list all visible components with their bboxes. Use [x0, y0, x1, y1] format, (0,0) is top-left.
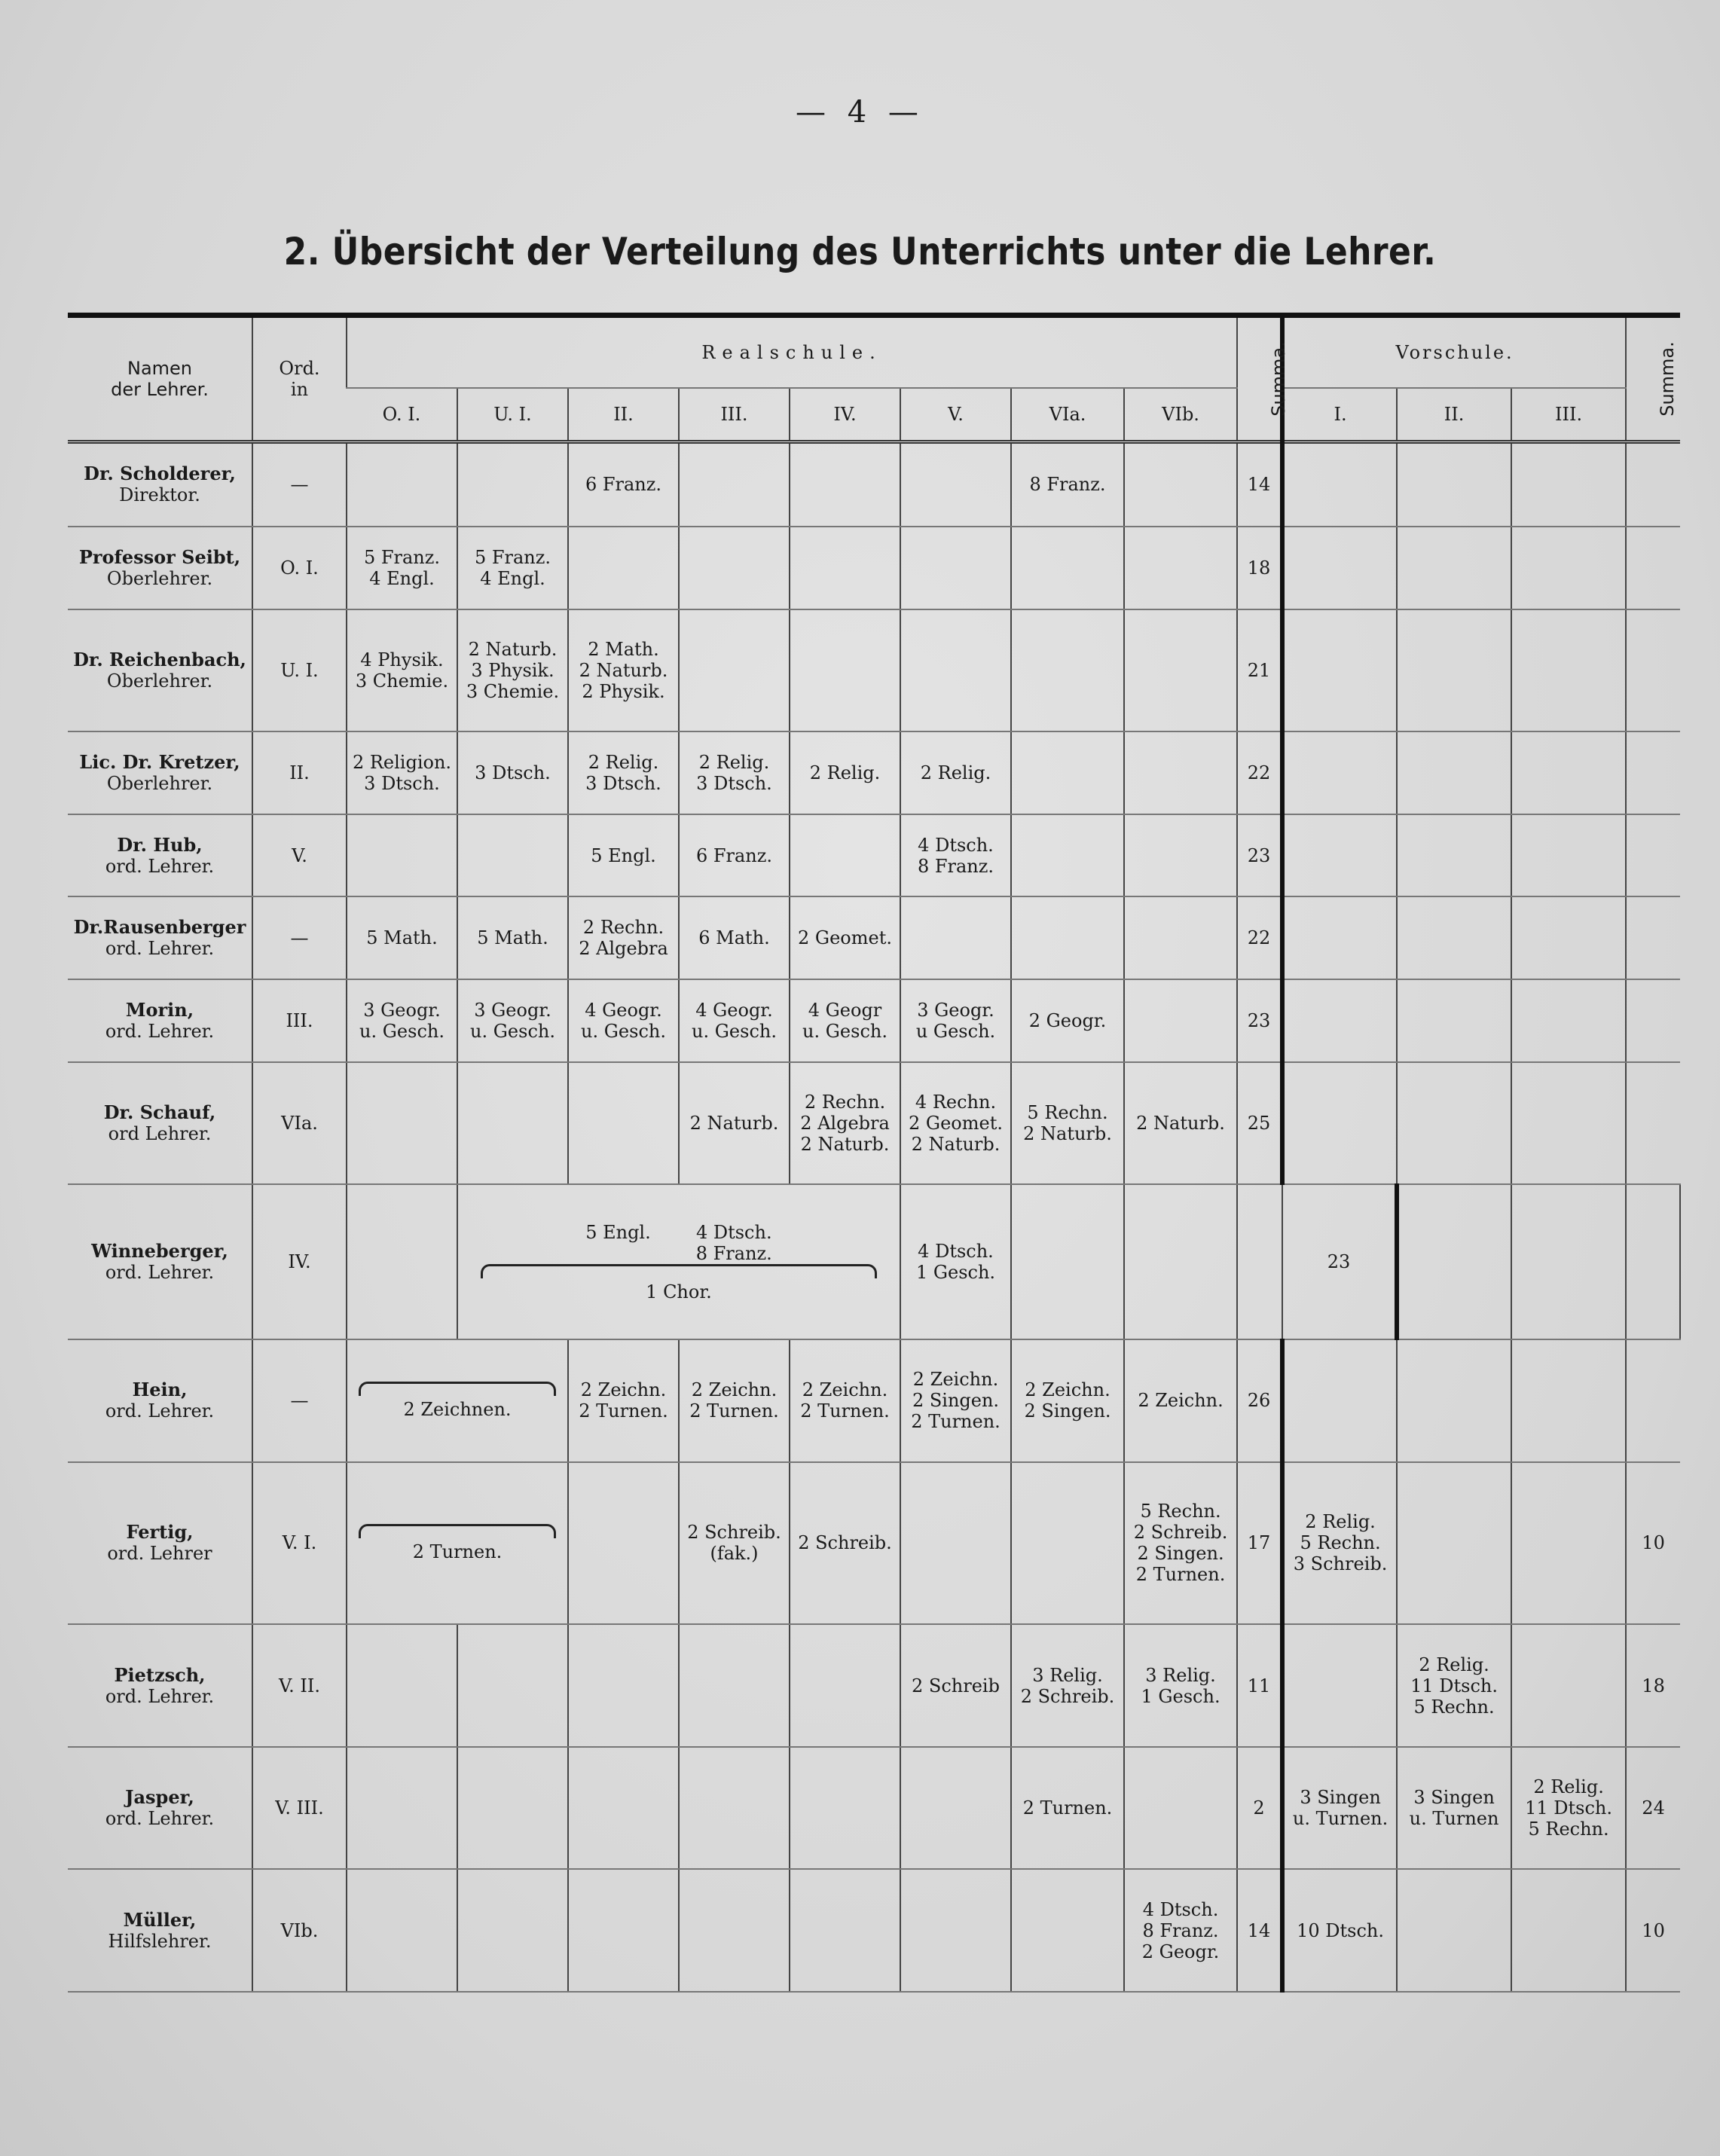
table-row: [68, 1747, 1680, 1870]
vorschule-lesson-cell: [1511, 1624, 1626, 1747]
table-body: [68, 442, 1680, 1993]
vorschule-lesson-cell: [1511, 1462, 1626, 1624]
page-number: — 4 —: [796, 95, 924, 130]
lesson-cell: [900, 442, 1011, 527]
vorschule-lesson-cell: [1397, 442, 1511, 527]
table-row: [68, 1339, 1680, 1462]
lesson-cell: 5 Rechn. 2 Schreib. 2 Singen. 2 Turnen.: [1124, 1462, 1237, 1624]
lesson-cell: [457, 1062, 568, 1185]
teacher-cell: [68, 609, 252, 732]
vorschule-lesson-cell: [1511, 1062, 1626, 1185]
vorschule-lesson-cell: 2 Relig. 5 Rechn. 3 Schreib.: [1282, 1462, 1397, 1624]
braced-lesson: 1 Chor.: [646, 1281, 712, 1302]
lesson-cell: 2 Schreib. (fak.): [679, 1462, 790, 1624]
teacher-role: ord. Lehrer.: [105, 1808, 215, 1830]
lesson-cell: [790, 1869, 900, 1992]
lesson-cell: 2 Math. 2 Naturb. 2 Physik.: [568, 609, 679, 732]
lesson-text: 2 Relig.: [920, 762, 991, 783]
ord-cell: VIa.: [252, 1062, 347, 1185]
class-header: VIb.: [1124, 388, 1237, 442]
lesson-cell: [457, 1747, 568, 1870]
lesson-cell: 2 Geomet.: [790, 896, 900, 979]
vorschule-lesson-cell: [1397, 527, 1511, 609]
lesson-cell: [900, 527, 1011, 609]
lesson-cell: 2 Zeichn. 2 Turnen.: [679, 1339, 790, 1462]
lesson-cell: 4 Geogr. u. Gesch.: [679, 979, 790, 1062]
lesson-cell: [568, 1747, 679, 1870]
ord-cell: V. II.: [252, 1624, 347, 1747]
class-header: VIa.: [1011, 388, 1124, 442]
summa-label: Summa.: [1267, 341, 1289, 417]
ord-cell: V. III.: [252, 1747, 347, 1870]
lesson-text: 2 Relig. 3 Dtsch.: [696, 751, 772, 794]
vorschule-lesson-cell: [1397, 896, 1511, 979]
lesson-cell: [568, 1462, 679, 1624]
teacher-role: ord. Lehrer.: [105, 855, 215, 877]
lesson-cell: [1011, 1462, 1124, 1624]
vorschule-lesson-cell: [1282, 1339, 1397, 1462]
vorschule-lesson-cell: [1397, 1339, 1511, 1462]
vorschule-lesson-cell: 2 Relig. 11 Dtsch. 5 Rechn.: [1511, 1747, 1626, 1870]
teacher-cell: [68, 527, 252, 609]
vorschule-class-header: I.: [1282, 388, 1397, 442]
realschule-sum-cell: 23: [1237, 979, 1282, 1062]
lesson-cell: [1011, 896, 1124, 979]
lesson-cell: 4 Geogr. u. Gesch.: [568, 979, 679, 1062]
ord-cell: V. I.: [252, 1462, 347, 1624]
lesson-cell: [347, 731, 457, 814]
vorschule-sum-cell: [1626, 814, 1680, 897]
lesson-cell: [790, 814, 900, 897]
teacher-name: Lic. Dr. Kretzer,: [79, 750, 240, 773]
teacher-name: Müller,: [123, 1908, 197, 1931]
ord-cell: IV.: [252, 1184, 347, 1339]
lesson-cell: 3 Geogr. u. Gesch.: [347, 979, 457, 1062]
realschule-sum-cell: 23: [1237, 814, 1282, 897]
teacher-name: Winneberger,: [91, 1240, 228, 1263]
lesson-cell: 4 Rechn. 2 Geomet. 2 Naturb.: [900, 1062, 1011, 1185]
lesson-cell: [457, 1624, 568, 1747]
lesson-cell: 2 Naturb. 3 Physik. 3 Chemie.: [457, 609, 568, 732]
lesson-cell: [347, 1869, 457, 1992]
class-header: III.: [679, 388, 790, 442]
lesson-cell: [568, 1869, 679, 1992]
teacher-name: Dr. Scholderer,: [84, 463, 236, 485]
vorschule-lesson-cell: [1511, 1869, 1626, 1992]
teacher-cell: [68, 979, 252, 1062]
teacher-role: ord. Lehrer.: [105, 1685, 215, 1707]
teacher-cell: [68, 1184, 252, 1339]
summa-label: Summa.: [1656, 341, 1678, 417]
lesson-cell: [1124, 1747, 1237, 1870]
vorschule-lesson-cell: [1397, 1462, 1511, 1624]
lesson-cell: [900, 896, 1011, 979]
lesson-cell: 2 Schreib: [900, 1624, 1011, 1747]
ord-cell: —: [252, 896, 347, 979]
ord-cell: —: [252, 442, 347, 527]
lesson-cell: [679, 527, 790, 609]
ord-cell: VIb.: [252, 1869, 347, 1992]
teacher-cell: [68, 1747, 252, 1870]
vorschule-sum-cell: [1626, 896, 1680, 979]
teaching-distribution-table: [68, 313, 1680, 1993]
lesson-cell: [790, 1747, 900, 1870]
lesson-cell: [1124, 731, 1237, 814]
realschule-sum-cell: 26: [1237, 1339, 1282, 1462]
table-row: [68, 1869, 1680, 1992]
lesson-cell: 2 Geogr.: [1011, 979, 1124, 1062]
vorschule-lesson-cell: [1282, 896, 1397, 979]
lesson-cell: [1011, 1184, 1124, 1339]
teacher-cell: [68, 442, 252, 527]
lesson-cell: [900, 731, 1011, 814]
vorschule-lesson-cell: [1511, 896, 1626, 979]
lesson-cell: 5 Rechn. 2 Naturb.: [1011, 1062, 1124, 1185]
lesson-cell: [347, 442, 457, 527]
vorschule-header: Vorschule.: [1282, 316, 1626, 389]
braced-lesson-cell: [347, 1462, 568, 1624]
lesson-cell: [1124, 527, 1237, 609]
realschule-sum-cell: 14: [1237, 442, 1282, 527]
table-row: [68, 609, 1680, 732]
lesson-cell: 2 Zeichn. 2 Turnen.: [568, 1339, 679, 1462]
lesson-cell: [790, 527, 900, 609]
lesson-cell: 2 Schreib.: [790, 1462, 900, 1624]
lesson-cell: [900, 1869, 1011, 1992]
realschule-sum-cell: 2: [1237, 1747, 1282, 1870]
lesson-cell: [1011, 1869, 1124, 1992]
teacher-role: ord. Lehrer.: [105, 1262, 215, 1284]
lesson-cell: [347, 814, 457, 897]
braced-lesson-cell: [347, 1339, 568, 1462]
lesson-cell: 2 Naturb.: [1124, 1062, 1237, 1185]
lesson-cell: [679, 1869, 790, 1992]
lesson-cell: 2 Zeichn.: [1124, 1339, 1237, 1462]
teacher-name: Jasper,: [125, 1786, 194, 1809]
ord-cell: III.: [252, 979, 347, 1062]
realschule-sum-cell: 23: [1282, 1184, 1397, 1339]
vorschule-lesson-cell: [1282, 731, 1397, 814]
lesson-cell: 2 Zeichn. 2 Singen. 2 Turnen.: [900, 1339, 1011, 1462]
vorschule-lesson-cell: [1511, 731, 1626, 814]
ord-header: Ord. in: [252, 316, 347, 442]
teacher-role: ord. Lehrer.: [105, 1020, 215, 1042]
vorschule-sum-cell: [1626, 527, 1680, 609]
lesson-cell: 4 Geogr u. Gesch.: [790, 979, 900, 1062]
lesson-cell: [1124, 442, 1237, 527]
vorschule-lesson-cell: [1511, 442, 1626, 527]
vorschule-lesson-cell: [1282, 442, 1397, 527]
lesson-cell: [347, 1062, 457, 1185]
lesson-cell: [1124, 609, 1237, 732]
teacher-cell: [68, 814, 252, 897]
brace-icon: [481, 1264, 877, 1278]
teacher-cell: [68, 896, 252, 979]
lesson-cell: [790, 1624, 900, 1747]
lesson-cell: [568, 731, 679, 814]
lesson-cell: 4 Dtsch. 8 Franz. 2 Geogr.: [1124, 1869, 1237, 1992]
class-header: II.: [568, 388, 679, 442]
vorschule-lesson-cell: [1511, 979, 1626, 1062]
vorschule-lesson-cell: [1282, 527, 1397, 609]
vorschule-lesson-cell: [1397, 1062, 1511, 1185]
vorschule-lesson-cell: [1397, 1869, 1511, 1992]
lesson-group: [461, 1222, 897, 1264]
vorschule-class-header: II.: [1397, 388, 1511, 442]
lesson-cell: 5 Math.: [347, 896, 457, 979]
vorschule-lesson-cell: [1282, 609, 1397, 732]
teacher-role: Oberlehrer.: [106, 567, 213, 589]
lesson-cell: 8 Franz.: [1011, 442, 1124, 527]
vorschule-sum-cell: [1626, 1062, 1680, 1185]
teacher-name: Pietzsch,: [114, 1663, 206, 1686]
class-header: V.: [900, 388, 1011, 442]
lesson-cell: 3 Geogr. u Gesch.: [900, 979, 1011, 1062]
realschule-sum-cell: 21: [1237, 609, 1282, 732]
lesson-cell: 6 Math.: [679, 896, 790, 979]
lesson-cell: [790, 731, 900, 814]
vorschule-lesson-cell: [1511, 1184, 1626, 1339]
teacher-name: Hein,: [132, 1379, 188, 1401]
vorschule-class-header: III.: [1511, 388, 1626, 442]
lesson-cell: 2 Naturb.: [679, 1062, 790, 1185]
lesson-cell: [1237, 1184, 1282, 1339]
lesson-cell: [1124, 814, 1237, 897]
ord-cell: —: [252, 1339, 347, 1462]
lesson-cell: [1011, 814, 1124, 897]
vorschule-lesson-cell: [1397, 1184, 1511, 1339]
vorschule-sum-cell: [1626, 731, 1680, 814]
teacher-name: Morin,: [125, 998, 194, 1021]
table-row: [68, 1184, 1680, 1339]
table-row: [68, 979, 1680, 1062]
lesson-cell: [457, 814, 568, 897]
table-row: [68, 731, 1680, 814]
vorschule-lesson-cell: [1511, 1339, 1626, 1462]
teacher-name: Dr. Hub,: [117, 833, 203, 856]
vorschule-lesson-cell: [1397, 609, 1511, 732]
lesson-cell: 3 Relig. 1 Gesch.: [1124, 1624, 1237, 1747]
teacher-name: Dr. Schauf,: [103, 1101, 216, 1123]
lesson-cell: 5 Engl.: [568, 814, 679, 897]
lesson-cell: 2 Rechn. 2 Algebra: [568, 896, 679, 979]
lesson-text: 3 Dtsch.: [364, 772, 440, 794]
vorschule-sum-cell: 10: [1626, 1462, 1680, 1624]
vorschule-lesson-cell: [1397, 814, 1511, 897]
lesson-cell: 6 Franz.: [679, 814, 790, 897]
brace-icon: [359, 1524, 556, 1538]
lesson-cell: [1011, 731, 1124, 814]
lesson-cell: 5 Math.: [457, 896, 568, 979]
lesson-cell: [900, 1747, 1011, 1870]
table-row: [68, 1062, 1680, 1185]
vorschule-lesson-cell: [1511, 527, 1626, 609]
class-header: O. I.: [347, 388, 457, 442]
lesson-cell: [1124, 1184, 1237, 1339]
lesson-cell: [679, 731, 790, 814]
vorschule-sum-cell: 18: [1626, 1624, 1680, 1747]
teacher-name: Dr. Reichenbach,: [73, 648, 246, 670]
lesson-cell: 3 Relig. 2 Schreib.: [1011, 1624, 1124, 1747]
vorschule-lesson-cell: 3 Singen u. Turnen: [1397, 1747, 1511, 1870]
lesson-cell: [568, 527, 679, 609]
realschule-sum-cell: 22: [1237, 896, 1282, 979]
vorschule-lesson-cell: [1511, 814, 1626, 897]
table-row: [68, 1462, 1680, 1624]
teacher-role: Oberlehrer.: [106, 772, 213, 794]
vorschule-lesson-cell: [1511, 609, 1626, 732]
teacher-cell: [68, 1869, 252, 1992]
table-row: [68, 896, 1680, 979]
lesson-cell: 2 Rechn. 2 Algebra 2 Naturb.: [790, 1062, 900, 1185]
vorschule-lesson-cell: 2 Relig. 11 Dtsch. 5 Rechn.: [1397, 1624, 1511, 1747]
braced-lesson-cell: [457, 1184, 900, 1339]
names-header: Namen der Lehrer.: [68, 316, 252, 442]
teacher-role: ord Lehrer.: [108, 1122, 212, 1144]
teacher-cell: [68, 1062, 252, 1185]
vorschule-sum-cell: [1626, 979, 1680, 1062]
teacher-cell: [68, 731, 252, 814]
realschule-header: Realschule.: [347, 316, 1237, 389]
vorschule-sum-cell: 10: [1626, 1869, 1680, 1992]
teacher-role: Oberlehrer.: [106, 670, 213, 692]
lesson-cell: [457, 731, 568, 814]
vorschule-lesson-cell: [1397, 979, 1511, 1062]
vorschule-lesson-cell: [1397, 731, 1511, 814]
braced-lesson: 2 Turnen.: [412, 1541, 503, 1562]
lesson-cell: 4 Physik. 3 Chemie.: [347, 609, 457, 732]
lesson-cell: [679, 1747, 790, 1870]
lesson-cell: 2 Turnen.: [1011, 1747, 1124, 1870]
class-header: IV.: [790, 388, 900, 442]
vorschule-lesson-cell: 10 Dtsch.: [1282, 1869, 1397, 1992]
vorschule-sum-cell: 24: [1626, 1747, 1680, 1870]
lesson-cell: [1124, 979, 1237, 1062]
realschule-sum-cell: 14: [1237, 1869, 1282, 1992]
realschule-sum-cell: 17: [1237, 1462, 1282, 1624]
lesson-text: 2 Relig.: [809, 762, 881, 783]
realschule-sum-cell: 22: [1237, 731, 1282, 814]
table-header: [68, 316, 1680, 442]
teacher-role: Hilfslehrer.: [108, 1930, 212, 1952]
lesson-cell: [457, 442, 568, 527]
vorschule-lesson-cell: [1282, 814, 1397, 897]
lesson-text: 3 Dtsch.: [475, 762, 551, 783]
lesson-text: 5 Engl.: [585, 1221, 651, 1243]
teacher-role: Direktor.: [119, 484, 200, 506]
vorschule-sum-cell: [1626, 442, 1680, 527]
lesson-cell: [568, 1624, 679, 1747]
braced-lesson: 2 Zeichnen.: [403, 1398, 512, 1420]
lesson-cell: [1011, 527, 1124, 609]
braced-lesson: 2 Religion.: [352, 751, 452, 773]
lesson-text: 4 Dtsch. 8 Franz.: [695, 1221, 772, 1264]
lesson-cell: [1124, 896, 1237, 979]
ord-cell: II.: [252, 731, 347, 814]
vorschule-lesson-cell: [1626, 1184, 1680, 1339]
lesson-cell: [347, 1747, 457, 1870]
lesson-cell: 2 Zeichn. 2 Singen.: [1011, 1339, 1124, 1462]
lesson-cell: [347, 1624, 457, 1747]
teacher-name: Fertig,: [126, 1521, 194, 1544]
lesson-cell: [347, 1184, 457, 1339]
lesson-cell: [457, 1869, 568, 1992]
table-row: [68, 1624, 1680, 1747]
teacher-cell: [68, 1624, 252, 1747]
teacher-role: ord. Lehrer: [107, 1543, 212, 1565]
table-row: [68, 527, 1680, 609]
realschule-sum-cell: 11: [1237, 1624, 1282, 1747]
lesson-cell: 6 Franz.: [568, 442, 679, 527]
vorschule-lesson-cell: [1282, 1062, 1397, 1185]
lesson-cell: [1011, 609, 1124, 732]
lesson-cell: [679, 609, 790, 732]
vorschule-lesson-cell: [1282, 979, 1397, 1062]
teacher-role: ord. Lehrer.: [105, 1400, 215, 1422]
lesson-cell: [900, 609, 1011, 732]
page-title: 2. Übersicht der Verteilung des Unterrichts unter die Lehrer.: [283, 230, 1437, 273]
vorschule-lesson-cell: [1282, 1624, 1397, 1747]
vorschule-sum-cell: [1626, 609, 1680, 732]
lesson-text: 2 Relig. 3 Dtsch.: [585, 751, 661, 794]
brace-icon: [359, 1382, 556, 1396]
lesson-cell: [790, 442, 900, 527]
lesson-cell: 3 Geogr. u. Gesch.: [457, 979, 568, 1062]
ord-cell: V.: [252, 814, 347, 897]
lesson-cell: [790, 609, 900, 732]
lesson-cell: 5 Franz. 4 Engl.: [457, 527, 568, 609]
lesson-cell: [679, 1624, 790, 1747]
teacher-name: Dr.Rausenberger: [73, 916, 246, 939]
vorschule-summa-header: [1626, 316, 1680, 442]
vorschule-lesson-cell: 3 Singen u. Turnen.: [1282, 1747, 1397, 1870]
lesson-cell: [679, 442, 790, 527]
ord-cell: U. I.: [252, 609, 347, 732]
lesson-cell: [568, 1062, 679, 1185]
realschule-sum-cell: 25: [1237, 1062, 1282, 1185]
table-row: [68, 442, 1680, 527]
class-header: U. I.: [457, 388, 568, 442]
teacher-name: Professor Seibt,: [78, 545, 241, 568]
table-row: [68, 814, 1680, 897]
lesson-cell: 4 Dtsch. 8 Franz.: [900, 814, 1011, 897]
lesson-cell: 4 Dtsch. 1 Gesch.: [900, 1184, 1011, 1339]
ord-cell: O. I.: [252, 527, 347, 609]
teacher-role: ord. Lehrer.: [105, 938, 215, 960]
realschule-summa-header: [1237, 316, 1289, 442]
teacher-cell: [68, 1339, 252, 1462]
vorschule-sum-cell: [1626, 1339, 1680, 1462]
realschule-sum-cell: 18: [1237, 527, 1282, 609]
lesson-cell: [900, 1462, 1011, 1624]
lesson-cell: 5 Franz. 4 Engl.: [347, 527, 457, 609]
teacher-cell: [68, 1462, 252, 1624]
lesson-cell: 2 Zeichn. 2 Turnen.: [790, 1339, 900, 1462]
